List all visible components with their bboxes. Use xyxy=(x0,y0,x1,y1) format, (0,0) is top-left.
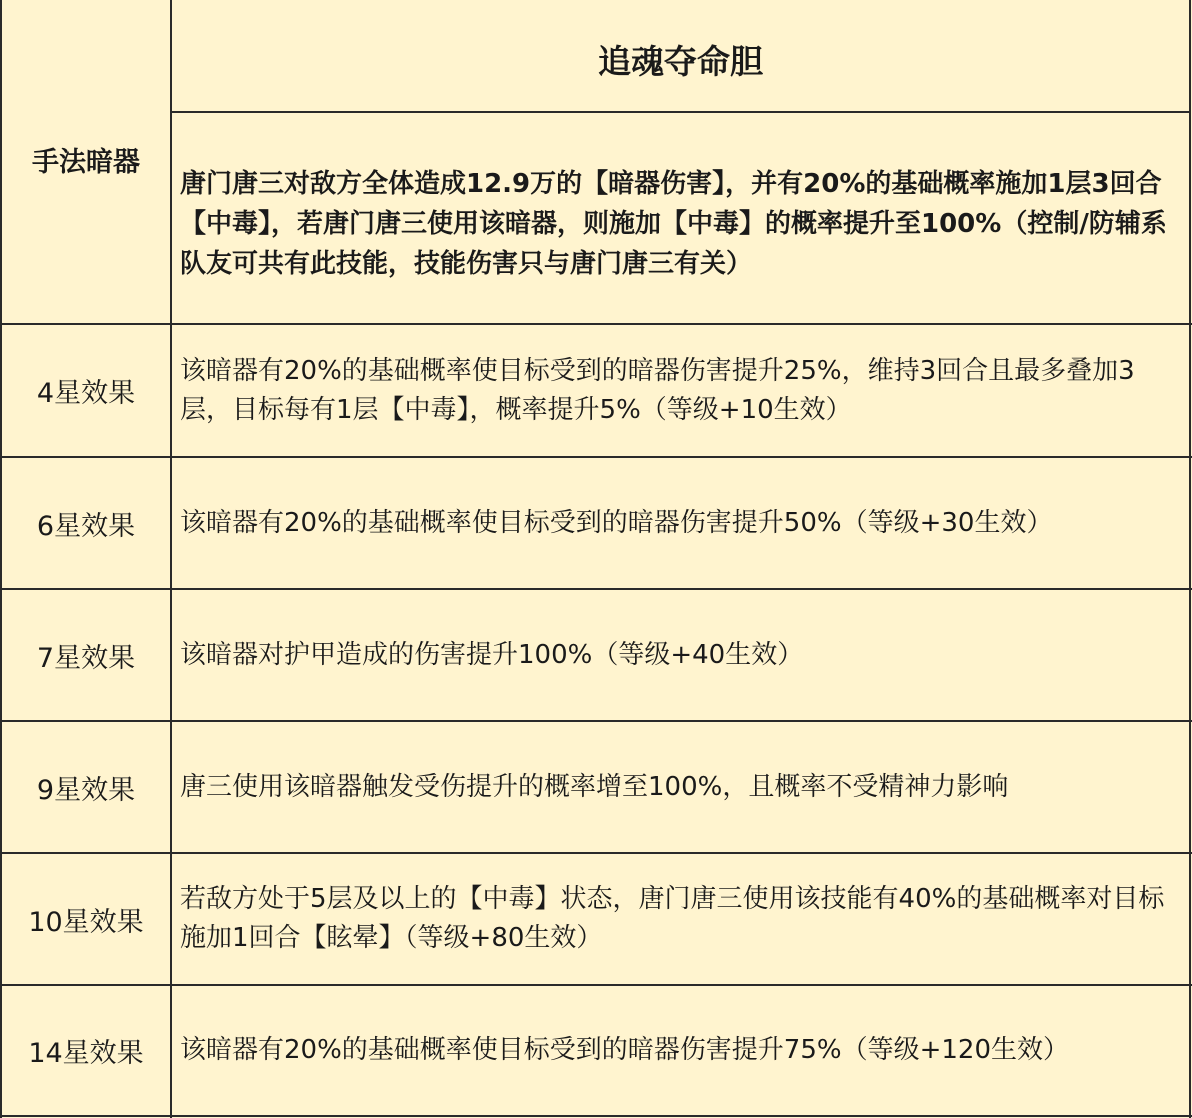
right-border xyxy=(1189,0,1191,1118)
row-label-10-star: 10星效果 xyxy=(28,906,144,938)
row-desc-7-star: 该暗器对护甲造成的伤害提升100%（等级+40生效） xyxy=(180,639,804,670)
row-label-7-star: 7星效果 xyxy=(36,642,136,674)
header-label: 手法暗器 xyxy=(32,147,140,178)
row-desc-4-star: 该暗器有20%的基础概率使目标受到的暗器伤害提升25%，维持3回合且最多叠加3层，目标每有1层【中毒】，概率提升5%（等级+10生效） xyxy=(180,355,1135,425)
row-label-6-star: 6星效果 xyxy=(36,510,136,542)
row-label-4-star: 4星效果 xyxy=(36,378,136,409)
row-desc-6-star: 该暗器有20%的基础概率使目标受到的暗器伤害提升50%（等级+30生效） xyxy=(180,507,1053,538)
row-desc-10-star: 若敌方处于5层及以上的【中毒】状态，唐门唐三使用该技能有40%的基础概率对目标施加1回合【眩晕】（等级+80生效） xyxy=(180,884,1165,953)
bottom-border xyxy=(0,1115,1192,1117)
row-desc-9-star: 唐三使用该暗器触发受伤提升的概率增至100%，且概率不受精神力影响 xyxy=(180,771,1009,802)
row-label-9-star: 9星效果 xyxy=(36,774,136,806)
table-title: 追魂夺命胆 xyxy=(598,42,763,81)
row-label-14-star: 14星效果 xyxy=(28,1038,144,1069)
header-description: 唐门唐三对敌方全体造成12.9万的【暗器伤害】，并有20%的基础概率施加1层3回合【中毒】，若唐门唐三使用该暗器，则施加【中毒】的概率提升至100%（控制/防辅系队友可共有此技能，技能伤害只与唐门唐三有关） xyxy=(180,169,1167,279)
row-desc-14-star: 该暗器有20%的基础概率使目标受到的暗器伤害提升75%（等级+120生效） xyxy=(180,1035,1069,1065)
